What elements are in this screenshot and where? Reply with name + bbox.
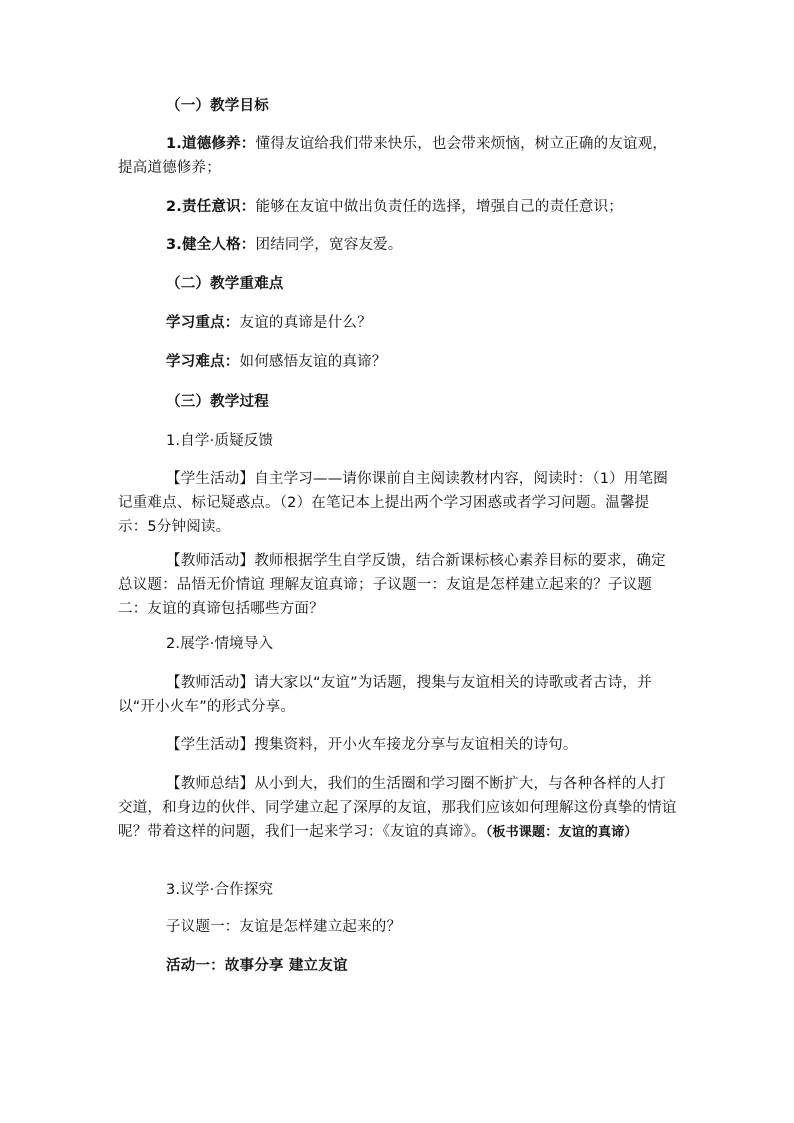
key-point — [118, 311, 678, 335]
step2-teacher-text: 请大家以“友谊”为话题，搜集与友谊相关的诗歌或者古诗，并以“开小火车”的形式分享。 — [118, 675, 652, 715]
goal-moral — [118, 132, 678, 180]
goal-moral-label: 1.道德修养： — [166, 136, 256, 152]
goal-personality — [118, 233, 678, 257]
section-heading-goals: （一）教学目标 — [166, 98, 269, 114]
difficult-point-label: 学习难点： — [166, 354, 240, 370]
goal-moral-text: 懂得友谊给我们带来快乐，也会带来烦恼，树立正确的友谊观，提高道德修养； — [118, 136, 668, 176]
goal-personality-text: 团结同学，宽容友爱。 — [255, 237, 403, 253]
goal-responsibility-text: 能够在友谊中做出负责任的选择，增强自己的责任意识； — [255, 199, 623, 215]
step2-teacher-label: 【教师活动】 — [166, 675, 255, 691]
goal-responsibility-label: 2.责任意识： — [166, 199, 256, 215]
step2-summary-text: 从小到大，我们的生活圈和学习圈不断扩大，与各种各样的人打交道，和身边的伙伴、同学建立起了深厚的友谊，那我们应该如何理解这份真挚的情谊呢？带着这样的问题，我们一起来学习：《友谊的真谛》。 — [118, 776, 677, 840]
key-point-label: 学习重点： — [166, 315, 240, 331]
step1-student-text: 自主学习——请你课前自主阅读教材内容，阅读时：（1）用笔圈记重难点、标记疑惑点。（2）在笔记本上提出两个学习困惑或者学习问题。温馨提示：5分钟阅读。 — [118, 471, 668, 535]
step2-student-activity — [118, 733, 678, 757]
step2-summary-label: 【教师总结】 — [166, 776, 255, 792]
sub-topic-one: 子议题一：友谊是怎样建立起来的？ — [166, 919, 402, 935]
board-note: （板书课题：友谊的真谛） — [485, 825, 638, 840]
step2-teacher-activity — [118, 671, 678, 719]
step1-student-label: 【学生活动】 — [166, 471, 255, 487]
activity-one: 活动一：故事分享 建立友谊 — [166, 958, 348, 974]
step1-teacher-label: 【教师活动】 — [166, 553, 255, 569]
section-heading-process: （三）教学过程 — [166, 394, 269, 410]
step1-teacher-activity — [118, 549, 678, 621]
step2-teacher-summary — [118, 772, 678, 845]
difficult-point — [118, 350, 678, 374]
goal-responsibility — [118, 195, 678, 219]
step1-teacher-text: 教师根据学生自学反馈，结合新课标核心素养目标的要求，确定总议题：品悟无价情谊 理解友谊真谛；子议题一：友谊是怎样建立起来的？子议题二：友谊的真谛包括哪些方面？ — [118, 553, 666, 617]
step2-title: 2.展学·情境导入 — [166, 636, 274, 652]
step2-student-text: 搜集资料，开小火车接龙分享与友谊相关的诗句。 — [254, 737, 578, 753]
step1-title: 1.自学·质疑反馈 — [166, 433, 274, 449]
key-point-text: 友谊的真谛是什么？ — [239, 315, 372, 331]
step1-student-activity — [118, 467, 678, 539]
step2-student-label: 【学生活动】 — [166, 737, 255, 753]
step3-title: 3.议学·合作探究 — [166, 882, 274, 898]
goal-personality-label: 3.健全人格： — [166, 237, 256, 253]
difficult-point-text: 如何感悟友谊的真谛？ — [239, 354, 387, 370]
section-heading-keypoints: （二）教学重难点 — [166, 276, 284, 292]
